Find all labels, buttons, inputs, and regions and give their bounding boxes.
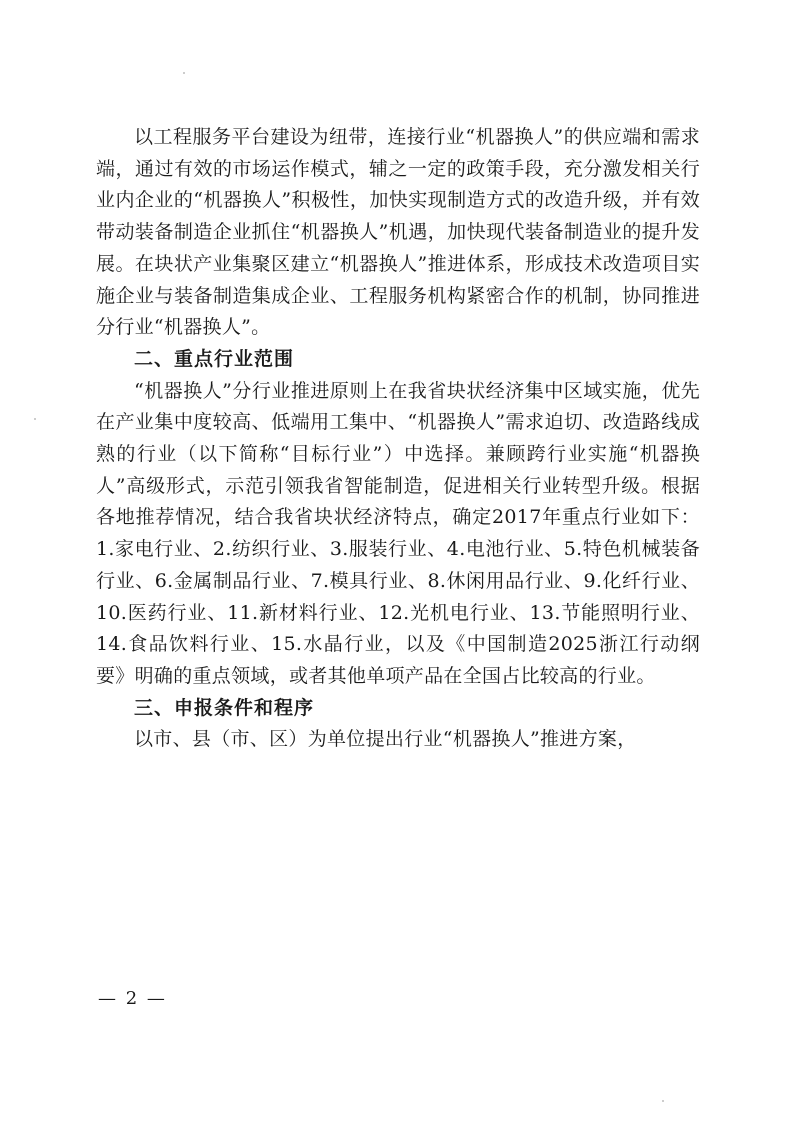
scan-speck — [183, 72, 185, 74]
section-heading-conditions: 三、申报条件和程序 — [134, 696, 315, 719]
page-number: — 2 — — [98, 988, 167, 1009]
scan-speck — [34, 418, 36, 420]
paragraph-scope: “机器换人”分行业推进原则上在我省块状经济集中区域实施，优先在产业集中度较高、低端用工集中、“机器换人”需求迫切、改造路线成熟的行业（以下简称“目标行业”）中选择。兼顾跨行业实施“机器换人”高级形式，示范引领我省智能制造，促进相关行业转型升级。根据各地推荐情况，结合我省块状经济特点，确定2017年重点行业如下：1.家电行业、2.纺织行业、3.服装行业、4.电池行业、5.特色机械装备行业、6.金属制品行业、7.模具行业、8.休闲用品行业、9.化纤行业、10.医药行业、11.新材料行业、12.光机电行业、13.节能照明行业、14.食品饮料行业、15.水晶行业，以及《中国制造2025浙江行动纲要》明确的重点领域，或者其他单项产品在全国占比较高的行业。 — [96, 379, 700, 687]
paragraph-conditions: 以市、县（市、区）为单位提出行业“机器换人”推进方案， — [134, 728, 637, 751]
scan-speck — [662, 1100, 664, 1102]
paragraph-intro: 以工程服务平台建设为纽带，连接行业“机器换人”的供应端和需求端，通过有效的市场运作模式，辅之一定的政策手段，充分激发相关行业内企业的“机器换人”积极性，加快实现制造方式的改造升级，并有效带动装备制造企业抓住“机器换人”机遇，加快现代装备制造业的提升发展。在块状产业集聚区建立“机器换人”推进体系，形成技术改造项目实施企业与装备制造集成企业、工程服务机构紧密合作的机制，协同推进分行业“机器换人”。 — [96, 126, 700, 339]
section-heading-key-industries: 二、重点行业范围 — [134, 347, 295, 370]
document-body — [96, 122, 700, 756]
